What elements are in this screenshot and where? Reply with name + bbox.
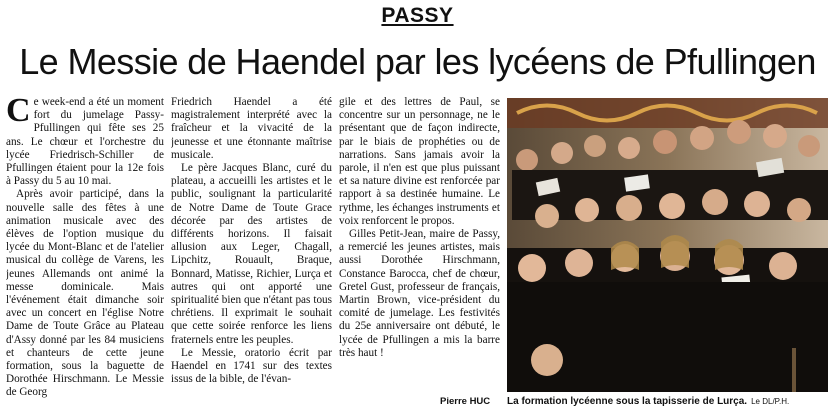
paragraph: Gilles Petit-Jean, maire de Passy, a remercié les jeunes artistes, mais aussi Dorothée Hirschmann, Constance Barocca, chef de chœur, Gretel Gust, professeur de français, Martin Brown, vice-président du comité de jumelage. Les festivités du 25e anniversaire ont débuté, le lycée de Pfullingen a mis la barre très haut ! [339, 228, 500, 359]
caption-text: La formation lycéenne sous la tapisserie de Lurça. [507, 396, 748, 407]
paragraph: gile et des lettres de Paul, se concentre sur un personnage, ne le présentant que de façon indirecte, par le biais de prophéties ou de narrations. Sans jamais avoir la parole, il n'en est que plus puissant et sa nature divine est renforcée par rapport à sa destinée humaine. Le rythme, les échanges instruments et voix renforcent le propos. [339, 96, 500, 227]
article-column-1 [6, 96, 164, 416]
paragraph: Le père Jacques Blanc, curé du plateau, a accueilli les artistes et le public, soulignant la particularité de Notre Dame de Toute Grace décorée par des artistes de différents horizons. Il faisait allusion aux Leger, Chagall, Lipchitz, Rouault, Braque, Bonnard, Matisse, Richier, Lurça et autres qui ont apporté une spiritualité bien que n'étant pas tous chrétiens. Il exprimait le souhait que cette soirée renforce les liens fraternels entre les peuples. [171, 162, 332, 346]
paragraph-text: e week-end a été un moment fort du jumelage Passy-Pfullingen qui fête ses 25 ans. Le chœur et l'orchestre du lycée Friedrisch-Schiller de Pfullingen étaient pour la 12e fois à Passy du 5 au 10 mai. [6, 96, 164, 188]
paragraph: Friedrich Haendel a été magistralement interprété avec la fraîcheur et la vivacité de la jeunesse et une étonnante maîtrise musicale. [171, 96, 332, 161]
choir-photo-illustration [507, 98, 828, 392]
drop-cap: C [6, 96, 31, 129]
author-credit: Pierre HUC [440, 396, 491, 407]
section-kicker [0, 4, 835, 28]
paragraph [6, 96, 164, 188]
paragraph: Après avoir participé, dans la nouvelle salle des fêtes à une animation musicale avec des élèves de l'option musique du lycée du Mont-Blanc et de l'atelier musical du collège de Varens, les jeunes Allemands ont animé la messe dominicale. Mais l'événement était dimanche soir avec un concert en l'église Notre Dame de Toute Grâce au Plateau d'Assy donné par les 84 musiciens et chanteurs de cette jeune formation, sous la baguette de Dorothée Hirschmann. Le Messie de Georg [6, 188, 164, 399]
paragraph: Le Messie, oratorio écrit par Haendel en 1741 sur des textes issus de la bible, de l'évan- [171, 346, 332, 386]
photo-source: Le DL/P.H. [751, 397, 790, 406]
tapestry-band [507, 98, 828, 128]
kicker-text: PASSY [381, 4, 454, 27]
choir-photo [507, 98, 828, 392]
music-stand [792, 348, 796, 392]
headline: Le Messie de Haendel par les lycéens de Pfullingen [19, 41, 816, 82]
article-column-2 [171, 96, 332, 408]
foreground-singer [531, 344, 563, 376]
article-column-3 [339, 96, 500, 394]
photo-caption [507, 396, 828, 407]
